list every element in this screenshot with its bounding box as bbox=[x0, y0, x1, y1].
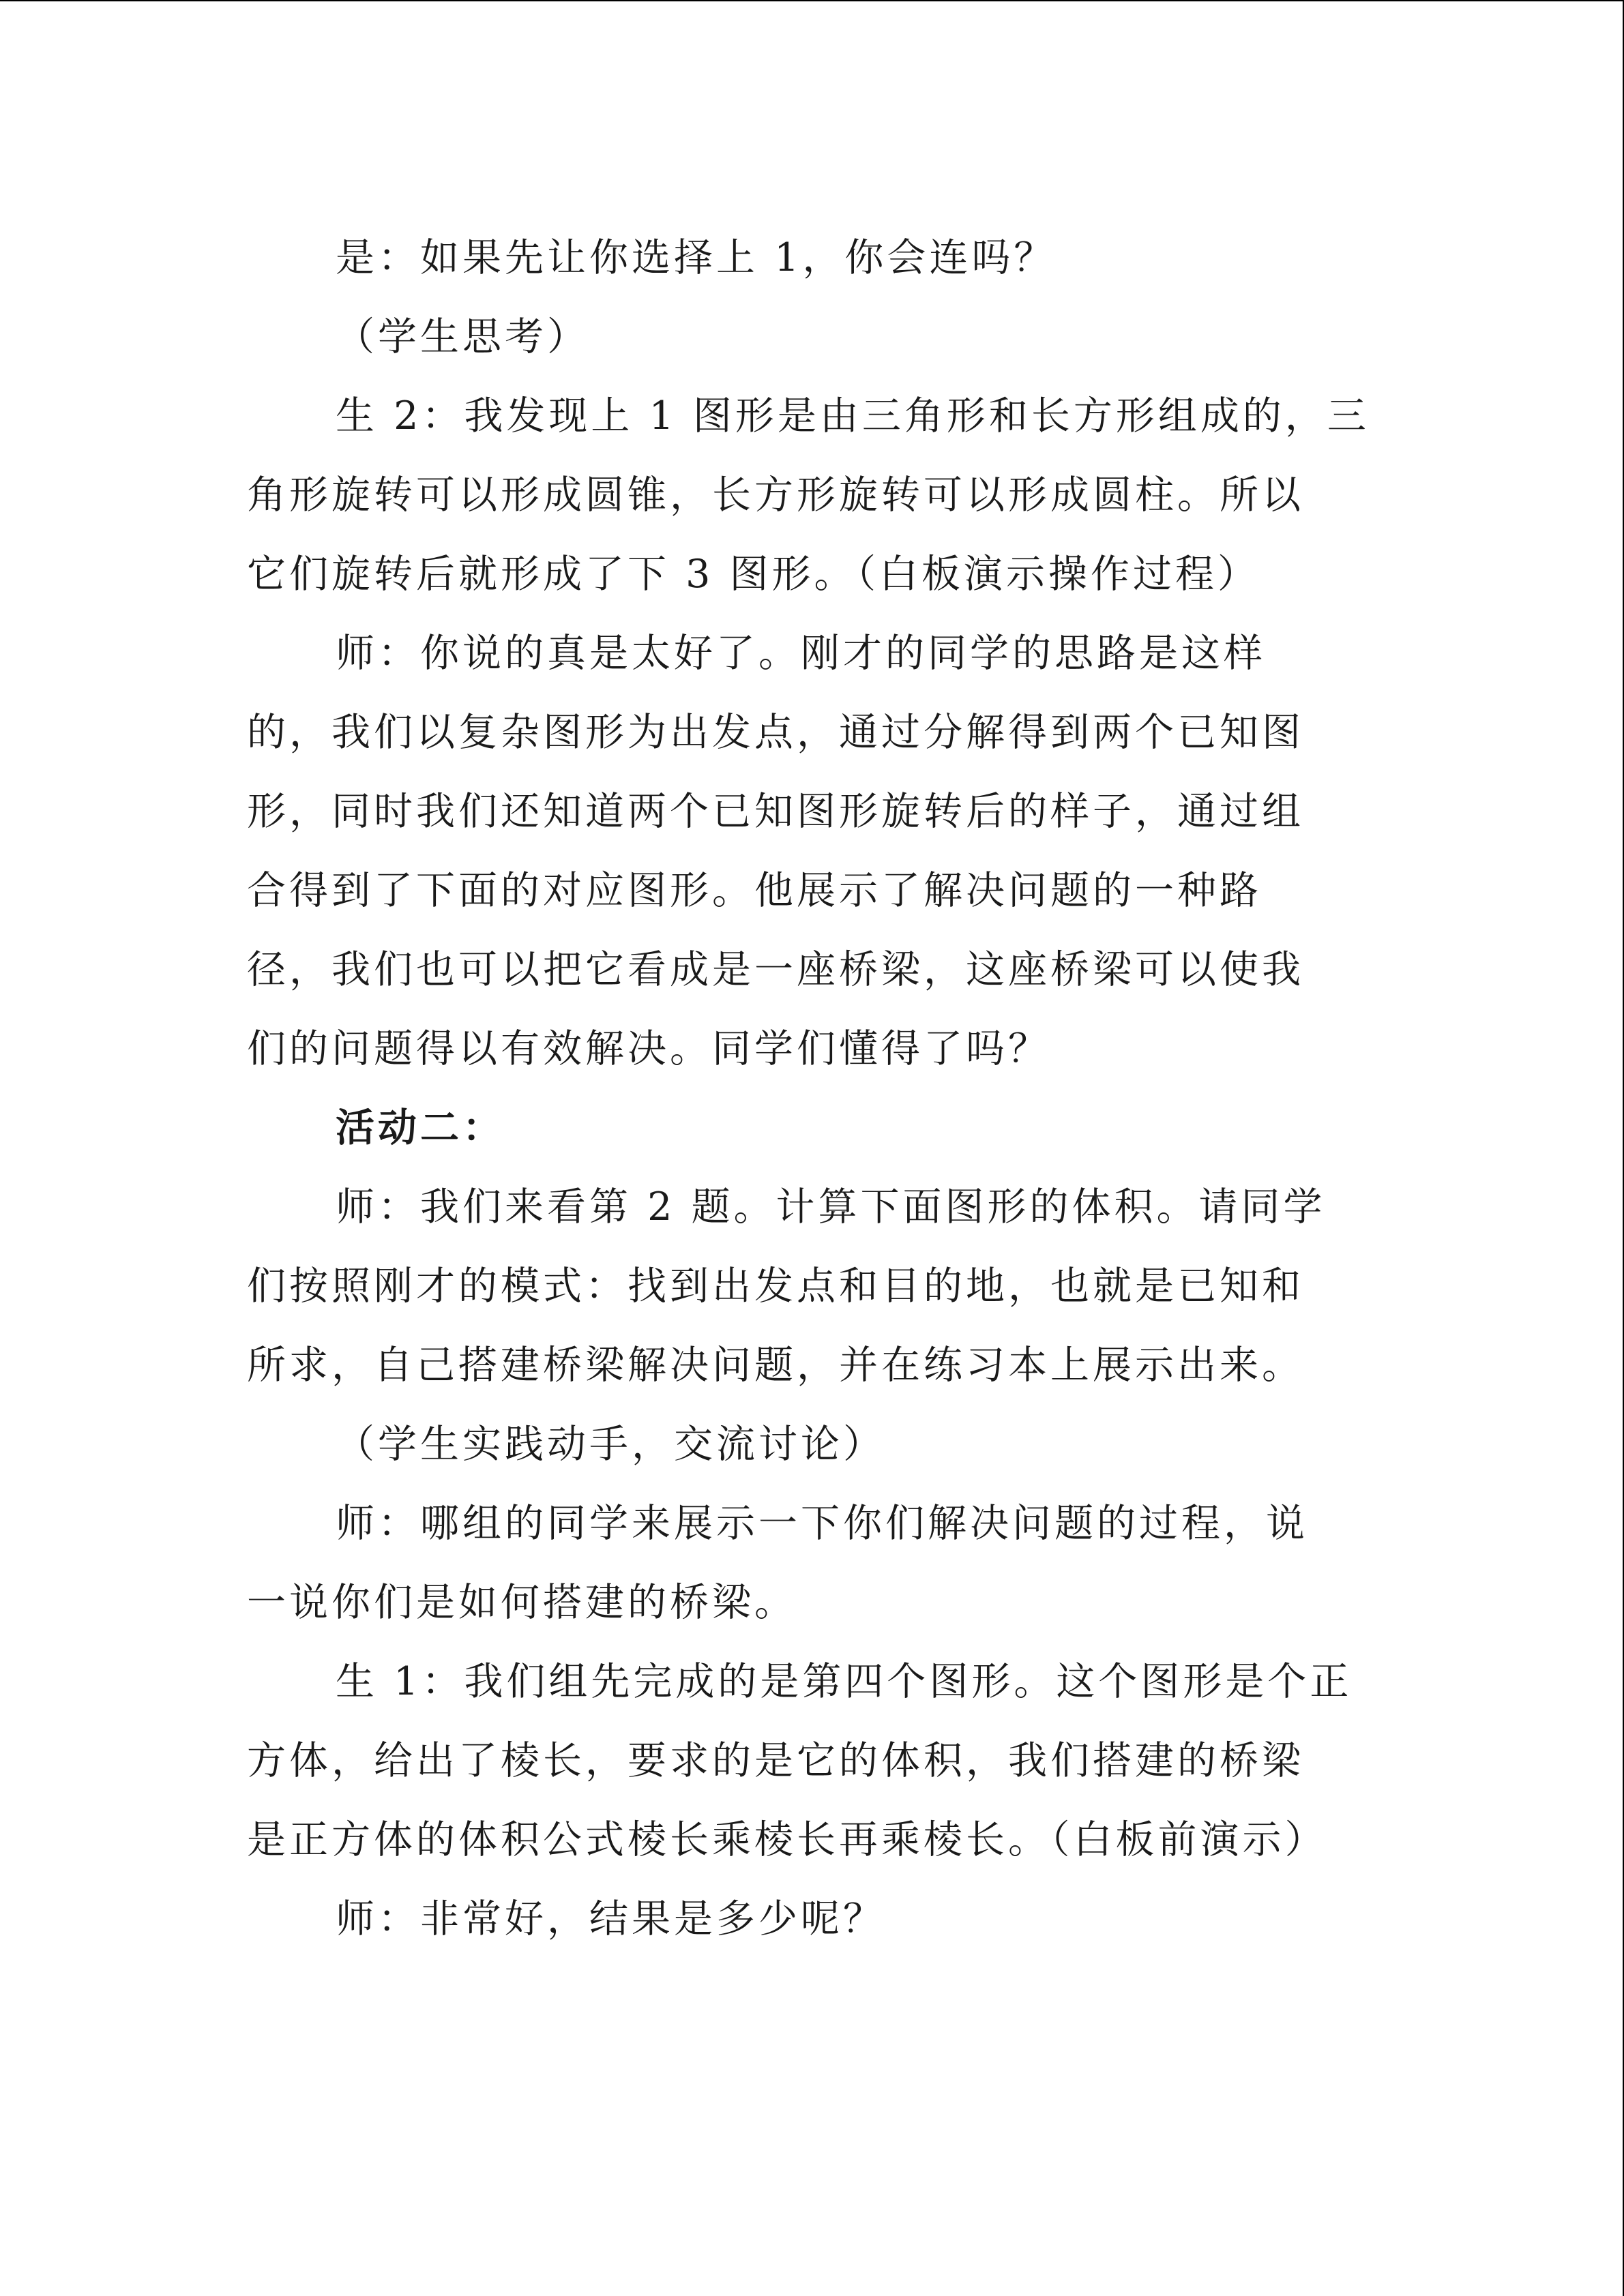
paragraph-line: 师：非常好，结果是多少呢？ bbox=[336, 1896, 885, 1941]
paragraph-line: （学生思考） bbox=[336, 314, 589, 359]
paragraph-line: （学生实践动手，交流讨论） bbox=[336, 1422, 885, 1467]
paragraph-line: 们按照刚才的模式：找到出发点和目的地，也就是已知和 bbox=[247, 1264, 1304, 1309]
paragraph-line: 它们旋转后就形成了下 3 图形。（白板演示操作过程） bbox=[247, 552, 1260, 597]
paragraph-line: 的，我们以复杂图形为出发点，通过分解得到两个已知图 bbox=[247, 710, 1304, 755]
paragraph-line: 是：如果先让你选择上 1，你会连吗？ bbox=[336, 235, 1057, 280]
paragraph-line: 方体，给出了棱长，要求的是它的体积，我们搭建的桥梁 bbox=[247, 1738, 1304, 1783]
paragraph-line: 径，我们也可以把它看成是一座桥梁，这座桥梁可以使我 bbox=[247, 947, 1304, 992]
paragraph-line: 师：我们来看第 2 题。计算下面图形的体积。请同学 bbox=[336, 1184, 1326, 1229]
paragraph-line: 生 2：我发现上 1 图形是由三角形和长方形组成的，三 bbox=[336, 393, 1370, 438]
paragraph-line: 生 1：我们组先完成的是第四个图形。这个图形是个正 bbox=[336, 1659, 1353, 1704]
section-heading: 活动二： bbox=[336, 1105, 505, 1150]
paragraph-line: 所求，自己搭建桥梁解决问题，并在练习本上展示出来。 bbox=[247, 1343, 1304, 1388]
paragraph-line: 角形旋转可以形成圆锥，长方形旋转可以形成圆柱。所以 bbox=[247, 473, 1304, 518]
paragraph-line: 合得到了下面的对应图形。他展示了解决问题的一种路 bbox=[247, 868, 1262, 913]
document-body bbox=[247, 218, 1372, 1958]
paragraph-line: 是正方体的体积公式棱长乘棱长再乘棱长。（白板前演示） bbox=[247, 1817, 1327, 1862]
paragraph-line: 形，同时我们还知道两个已知图形旋转后的样子，通过组 bbox=[247, 789, 1304, 834]
paragraph-line: 师：你说的真是太好了。刚才的同学的思路是这样 bbox=[336, 631, 1266, 676]
paragraph-line: 一说你们是如何搭建的桥梁。 bbox=[247, 1580, 797, 1625]
paragraph-line: 师：哪组的同学来展示一下你们解决问题的过程，说 bbox=[336, 1501, 1308, 1546]
paragraph-line: 们的问题得以有效解决。同学们懂得了吗？ bbox=[247, 1026, 1050, 1071]
